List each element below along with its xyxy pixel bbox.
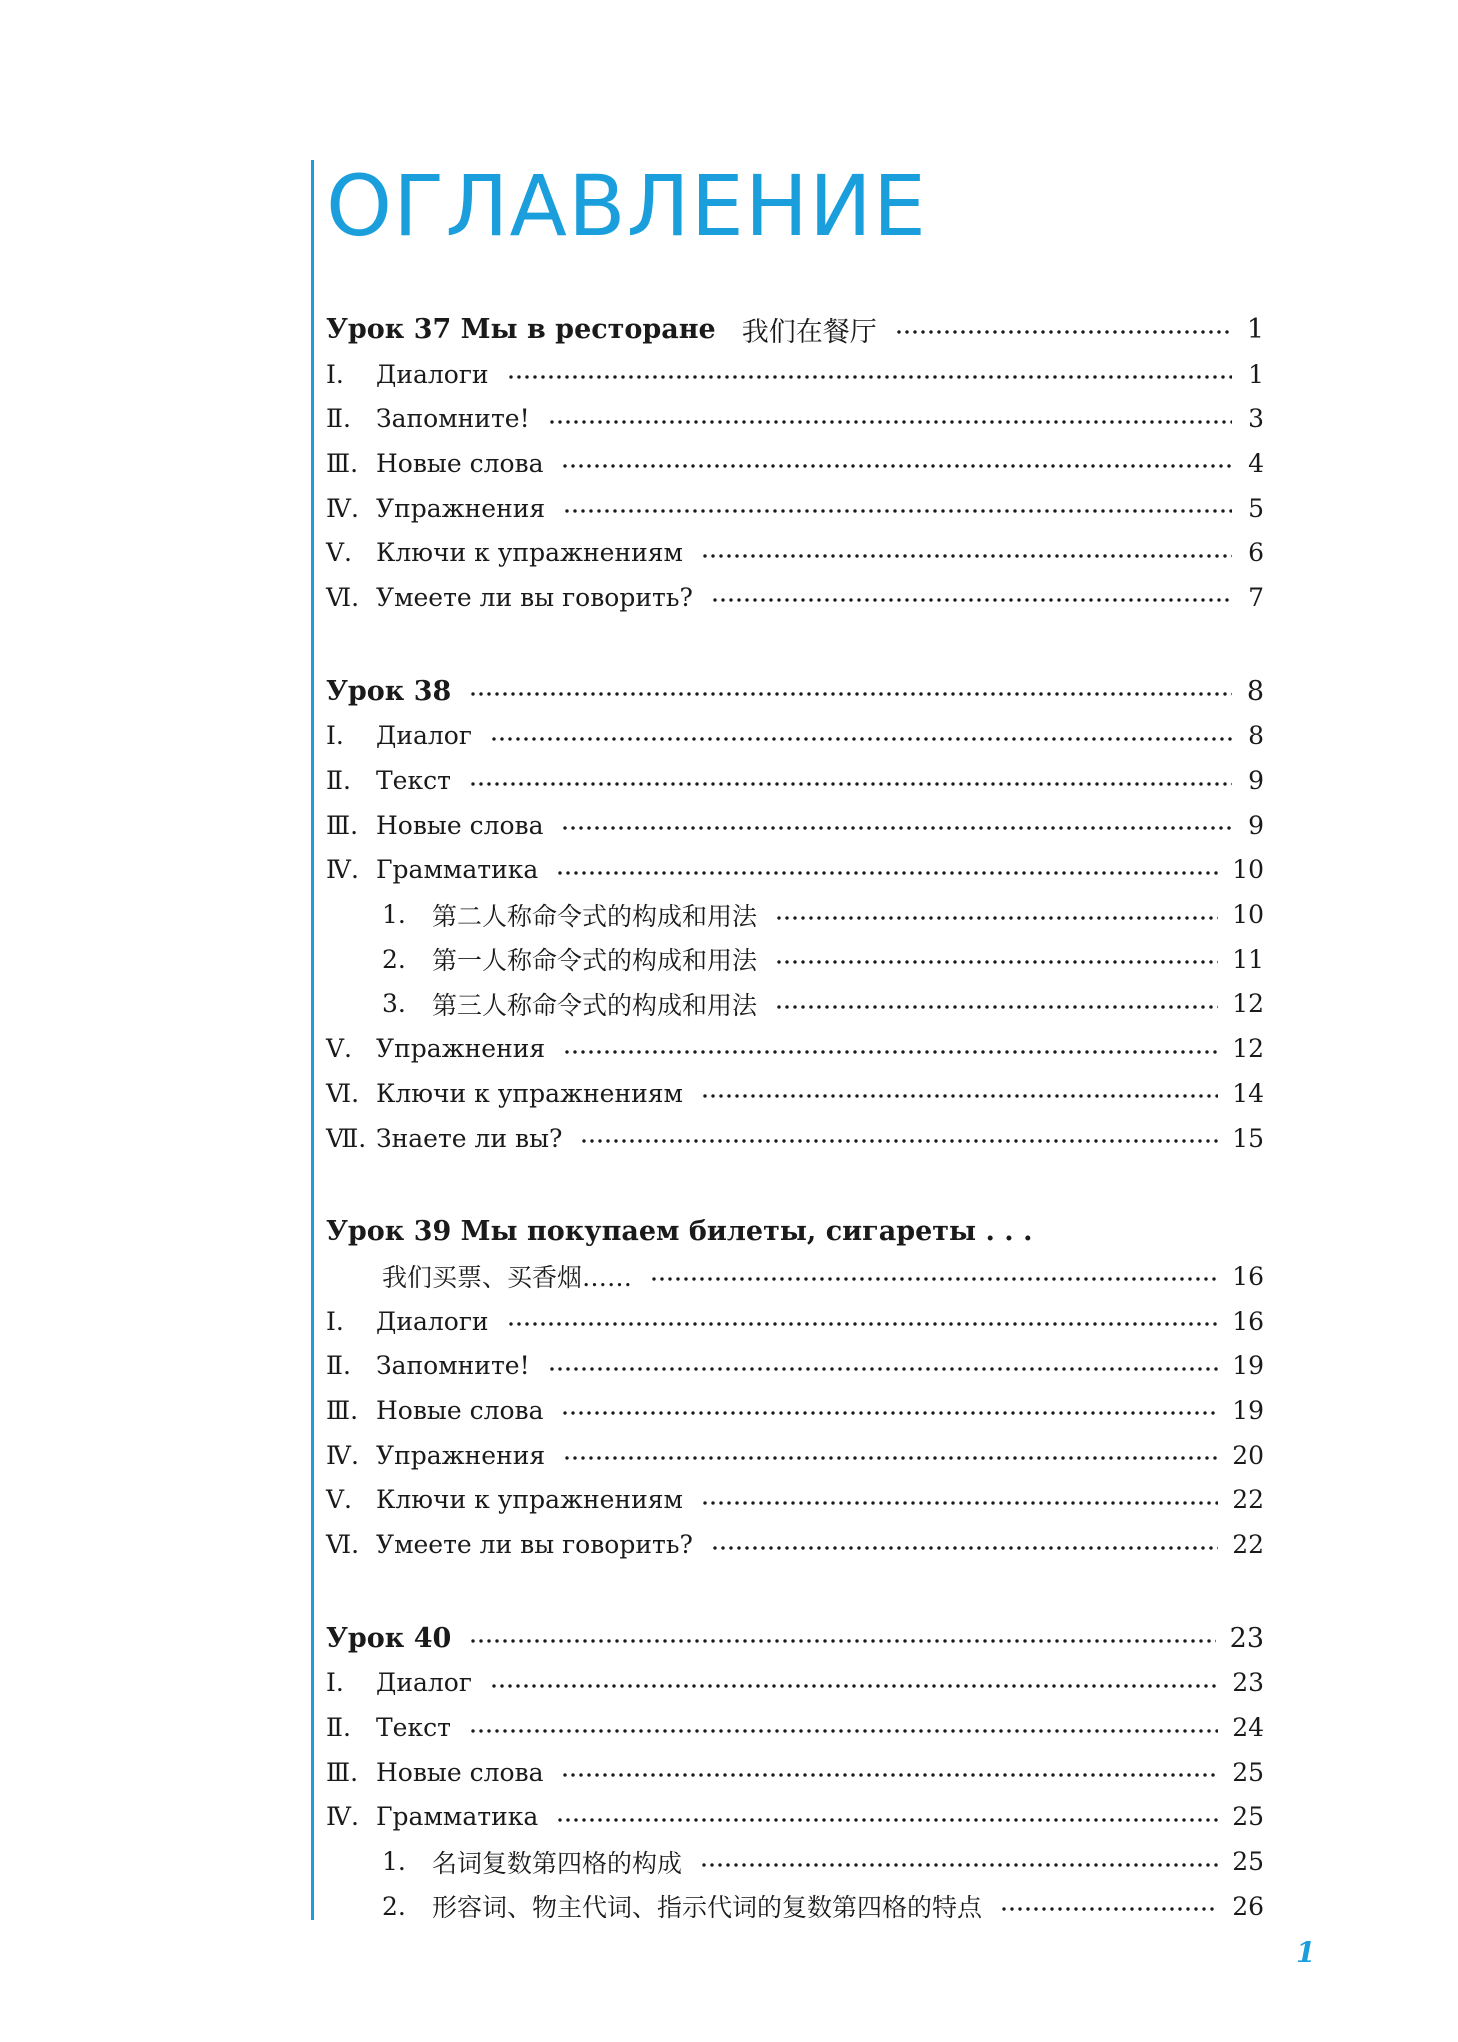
entry-label: Грамматика xyxy=(376,855,539,885)
page-ref: 25 xyxy=(1232,1802,1264,1832)
leader-dots xyxy=(563,1050,1218,1054)
leader-dots xyxy=(700,1863,1218,1867)
entry-label: Упражнения xyxy=(376,493,546,523)
toc-entry[interactable] xyxy=(326,803,1264,848)
page-ref: 22 xyxy=(1232,1485,1264,1515)
toc-entry[interactable] xyxy=(326,1343,1264,1388)
lesson-title: Урок 38 xyxy=(326,675,452,707)
toc-entry[interactable] xyxy=(326,1522,1264,1567)
toc-entry[interactable] xyxy=(326,1661,1264,1706)
entry-label: Диалог xyxy=(376,1668,472,1698)
entry-label: Запомните! xyxy=(376,404,530,434)
toc-entry[interactable] xyxy=(326,714,1264,759)
toc-entry[interactable] xyxy=(326,1071,1264,1116)
page-ref: 25 xyxy=(1232,1757,1264,1787)
page-ref: 5 xyxy=(1248,493,1264,523)
leader-dots xyxy=(561,826,1232,830)
entry-number: Ⅴ. xyxy=(326,1485,353,1515)
leader-dots xyxy=(1000,1907,1218,1911)
entry-label: Новые слова xyxy=(376,1395,544,1425)
entry-number: Ⅲ. xyxy=(326,448,359,478)
toc-entry[interactable] xyxy=(326,352,1264,397)
toc-entry[interactable] xyxy=(326,486,1264,531)
leader-dots xyxy=(775,960,1218,964)
page-ref: 8 xyxy=(1246,675,1264,707)
page-ref: 14 xyxy=(1232,1078,1264,1108)
toc-lesson xyxy=(326,669,1264,1161)
entry-label: Ключи к упражнениям xyxy=(376,538,683,568)
page-ref: 1 xyxy=(1246,313,1264,345)
page-ref: 11 xyxy=(1232,944,1264,974)
page-number: 1 xyxy=(1296,1936,1316,1969)
entry-number: 1. xyxy=(382,1847,406,1877)
entry-label: Новые слова xyxy=(376,448,544,478)
leader-dots xyxy=(895,330,1232,334)
toc-entry[interactable] xyxy=(326,396,1264,441)
leader-dots xyxy=(548,1367,1219,1371)
page-ref: 1 xyxy=(1248,359,1264,389)
entry-number: Ⅳ. xyxy=(326,1802,359,1832)
entry-label: Текст xyxy=(376,1713,451,1743)
page-ref: 10 xyxy=(1232,855,1264,885)
toc-entry[interactable] xyxy=(326,1116,1264,1161)
entry-number: Ⅰ. xyxy=(326,1668,344,1698)
toc-subentry[interactable] xyxy=(326,937,1264,982)
page-ref: 10 xyxy=(1232,900,1264,930)
entry-number: Ⅱ. xyxy=(326,766,351,796)
leader-dots xyxy=(563,509,1232,513)
leader-dots xyxy=(563,1456,1218,1460)
leader-dots xyxy=(469,1639,1215,1643)
entry-label: 名词复数第四格的构成 xyxy=(432,1848,683,1878)
entry-label: Ключи к упражнениям xyxy=(376,1485,683,1515)
lesson-title-chinese: 我们买票、买香烟…… xyxy=(382,1263,633,1293)
leader-dots xyxy=(556,871,1218,875)
entry-label: Диалог xyxy=(376,721,472,751)
entry-label: Новые слова xyxy=(376,1757,544,1787)
toc-entry[interactable] xyxy=(326,758,1264,803)
page-ref: 24 xyxy=(1232,1713,1264,1743)
page-ref: 3 xyxy=(1248,404,1264,434)
page-ref: 16 xyxy=(1232,1306,1264,1336)
page-ref: 22 xyxy=(1232,1530,1264,1560)
leader-dots xyxy=(548,420,1232,424)
leader-dots xyxy=(469,1729,1218,1733)
entry-number: Ⅱ. xyxy=(326,404,351,434)
page-ref: 12 xyxy=(1232,1034,1264,1064)
toc-lesson-heading[interactable] xyxy=(326,669,1264,714)
leader-dots xyxy=(711,1546,1218,1550)
lesson-title: Урок 37 Мы в ресторане xyxy=(326,313,716,345)
toc-lesson-heading[interactable] xyxy=(326,307,1264,352)
page-ref: 9 xyxy=(1248,766,1264,796)
entry-number: Ⅳ. xyxy=(326,855,359,885)
entry-number: 1. xyxy=(382,900,406,930)
entry-label: Диалоги xyxy=(376,359,489,389)
entry-label: Текст xyxy=(376,766,451,796)
entry-number: Ⅲ. xyxy=(326,1757,359,1787)
page-ref: 26 xyxy=(1232,1891,1264,1921)
leader-dots xyxy=(701,1501,1218,1505)
page-ref: 6 xyxy=(1248,538,1264,568)
entry-number: Ⅱ. xyxy=(326,1713,351,1743)
page-ref: 4 xyxy=(1248,448,1264,478)
toc-subentry[interactable] xyxy=(326,1884,1264,1929)
entry-number: 2. xyxy=(382,1891,406,1921)
page-ref: 20 xyxy=(1232,1440,1264,1470)
toc-subentry[interactable] xyxy=(326,892,1264,937)
toc-lesson xyxy=(326,1209,1264,1567)
entry-number: Ⅶ. xyxy=(326,1123,367,1153)
page-ref: 9 xyxy=(1248,810,1264,840)
entry-label: Умеете ли вы говорить? xyxy=(376,1530,693,1560)
entry-label: Грамматика xyxy=(376,1802,539,1832)
toc-entry[interactable] xyxy=(326,530,1264,575)
toc-entry[interactable] xyxy=(326,1795,1264,1840)
entry-label: Знаете ли вы? xyxy=(376,1123,563,1153)
toc-entry[interactable] xyxy=(326,1478,1264,1523)
toc-entry[interactable] xyxy=(326,1388,1264,1433)
page-ref: 19 xyxy=(1232,1395,1264,1425)
toc-entry[interactable] xyxy=(326,1026,1264,1071)
entry-number: Ⅰ. xyxy=(326,721,344,751)
toc-entry[interactable] xyxy=(326,848,1264,893)
page-ref: 12 xyxy=(1232,989,1264,1019)
entry-label: Запомните! xyxy=(376,1351,530,1381)
entry-label: Ключи к упражнениям xyxy=(376,1078,683,1108)
toc-entry[interactable] xyxy=(326,1750,1264,1795)
toc-lesson xyxy=(326,307,1264,620)
lesson-title-chinese: 我们在餐厅 xyxy=(741,316,877,348)
page-title: ОГЛАВЛЕНИЕ xyxy=(326,157,927,255)
page-ref: 23 xyxy=(1232,1668,1264,1698)
leader-dots xyxy=(556,1818,1218,1822)
page-ref: 7 xyxy=(1248,582,1264,612)
toc-subentry[interactable] xyxy=(326,982,1264,1027)
leader-dots xyxy=(490,1684,1218,1688)
leader-dots xyxy=(490,737,1232,741)
leader-dots xyxy=(711,598,1232,602)
entry-number: 2. xyxy=(382,944,406,974)
accent-bar xyxy=(311,160,314,1920)
entry-number: Ⅱ. xyxy=(326,1351,351,1381)
table-of-contents xyxy=(326,307,1264,1978)
entry-number: Ⅳ. xyxy=(326,1440,359,1470)
entry-number: Ⅴ. xyxy=(326,1034,353,1064)
entry-label: Упражнения xyxy=(376,1440,546,1470)
entry-number: Ⅴ. xyxy=(326,538,353,568)
entry-number: Ⅲ. xyxy=(326,1395,359,1425)
page-ref: 15 xyxy=(1232,1123,1264,1153)
lesson-title: Урок 40 xyxy=(326,1622,452,1654)
leader-dots xyxy=(507,1322,1219,1326)
entry-number: Ⅵ. xyxy=(326,582,360,612)
toc-lesson-heading[interactable] xyxy=(326,1616,1264,1661)
toc-entry[interactable] xyxy=(326,1705,1264,1750)
page-ref: 19 xyxy=(1232,1351,1264,1381)
entry-number: 3. xyxy=(382,989,406,1019)
leader-dots xyxy=(469,692,1232,696)
entry-label: Новые слова xyxy=(376,810,544,840)
entry-number: Ⅰ. xyxy=(326,1306,344,1336)
leader-dots xyxy=(701,554,1232,558)
entry-number: Ⅲ. xyxy=(326,810,359,840)
toc-lesson-heading-continuation[interactable] xyxy=(326,1254,1264,1299)
toc-lesson-heading[interactable] xyxy=(326,1209,1264,1254)
page-ref: 23 xyxy=(1229,1622,1264,1654)
leader-dots xyxy=(561,464,1232,468)
entry-number: Ⅵ. xyxy=(326,1530,360,1560)
leader-dots xyxy=(775,916,1218,920)
leader-dots xyxy=(561,1411,1218,1415)
leader-dots xyxy=(561,1773,1218,1777)
entry-number: Ⅳ. xyxy=(326,493,359,523)
entry-label: Диалоги xyxy=(376,1306,489,1336)
toc-entry[interactable] xyxy=(326,1433,1264,1478)
entry-label: Упражнения xyxy=(376,1034,546,1064)
leader-dots xyxy=(469,782,1232,786)
page-ref: 16 xyxy=(1232,1261,1264,1291)
toc-entry[interactable] xyxy=(326,441,1264,486)
entry-label: 第二人称命令式的构成和用法 xyxy=(432,901,758,931)
leader-dots xyxy=(580,1139,1218,1143)
entry-label: 第一人称命令式的构成和用法 xyxy=(432,946,758,976)
leader-dots xyxy=(775,1005,1218,1009)
leader-dots xyxy=(507,375,1232,379)
entry-number: Ⅵ. xyxy=(326,1078,360,1108)
page-ref: 8 xyxy=(1248,721,1264,751)
page-ref: 25 xyxy=(1232,1847,1264,1877)
lesson-title: Урок 39 Мы покупаем билеты, сигареты . . . xyxy=(326,1216,1033,1248)
entry-label: 形容词、物主代词、指示代词的复数第四格的特点 xyxy=(432,1893,983,1923)
leader-dots xyxy=(701,1094,1218,1098)
toc-entry[interactable] xyxy=(326,1299,1264,1344)
entry-label: Умеете ли вы говорить? xyxy=(376,582,693,612)
toc-lesson xyxy=(326,1616,1264,1929)
entry-label: 第三人称命令式的构成和用法 xyxy=(432,990,758,1020)
toc-subentry[interactable] xyxy=(326,1839,1264,1884)
toc-entry[interactable] xyxy=(326,575,1264,620)
leader-dots xyxy=(650,1277,1218,1281)
entry-number: Ⅰ. xyxy=(326,359,344,389)
